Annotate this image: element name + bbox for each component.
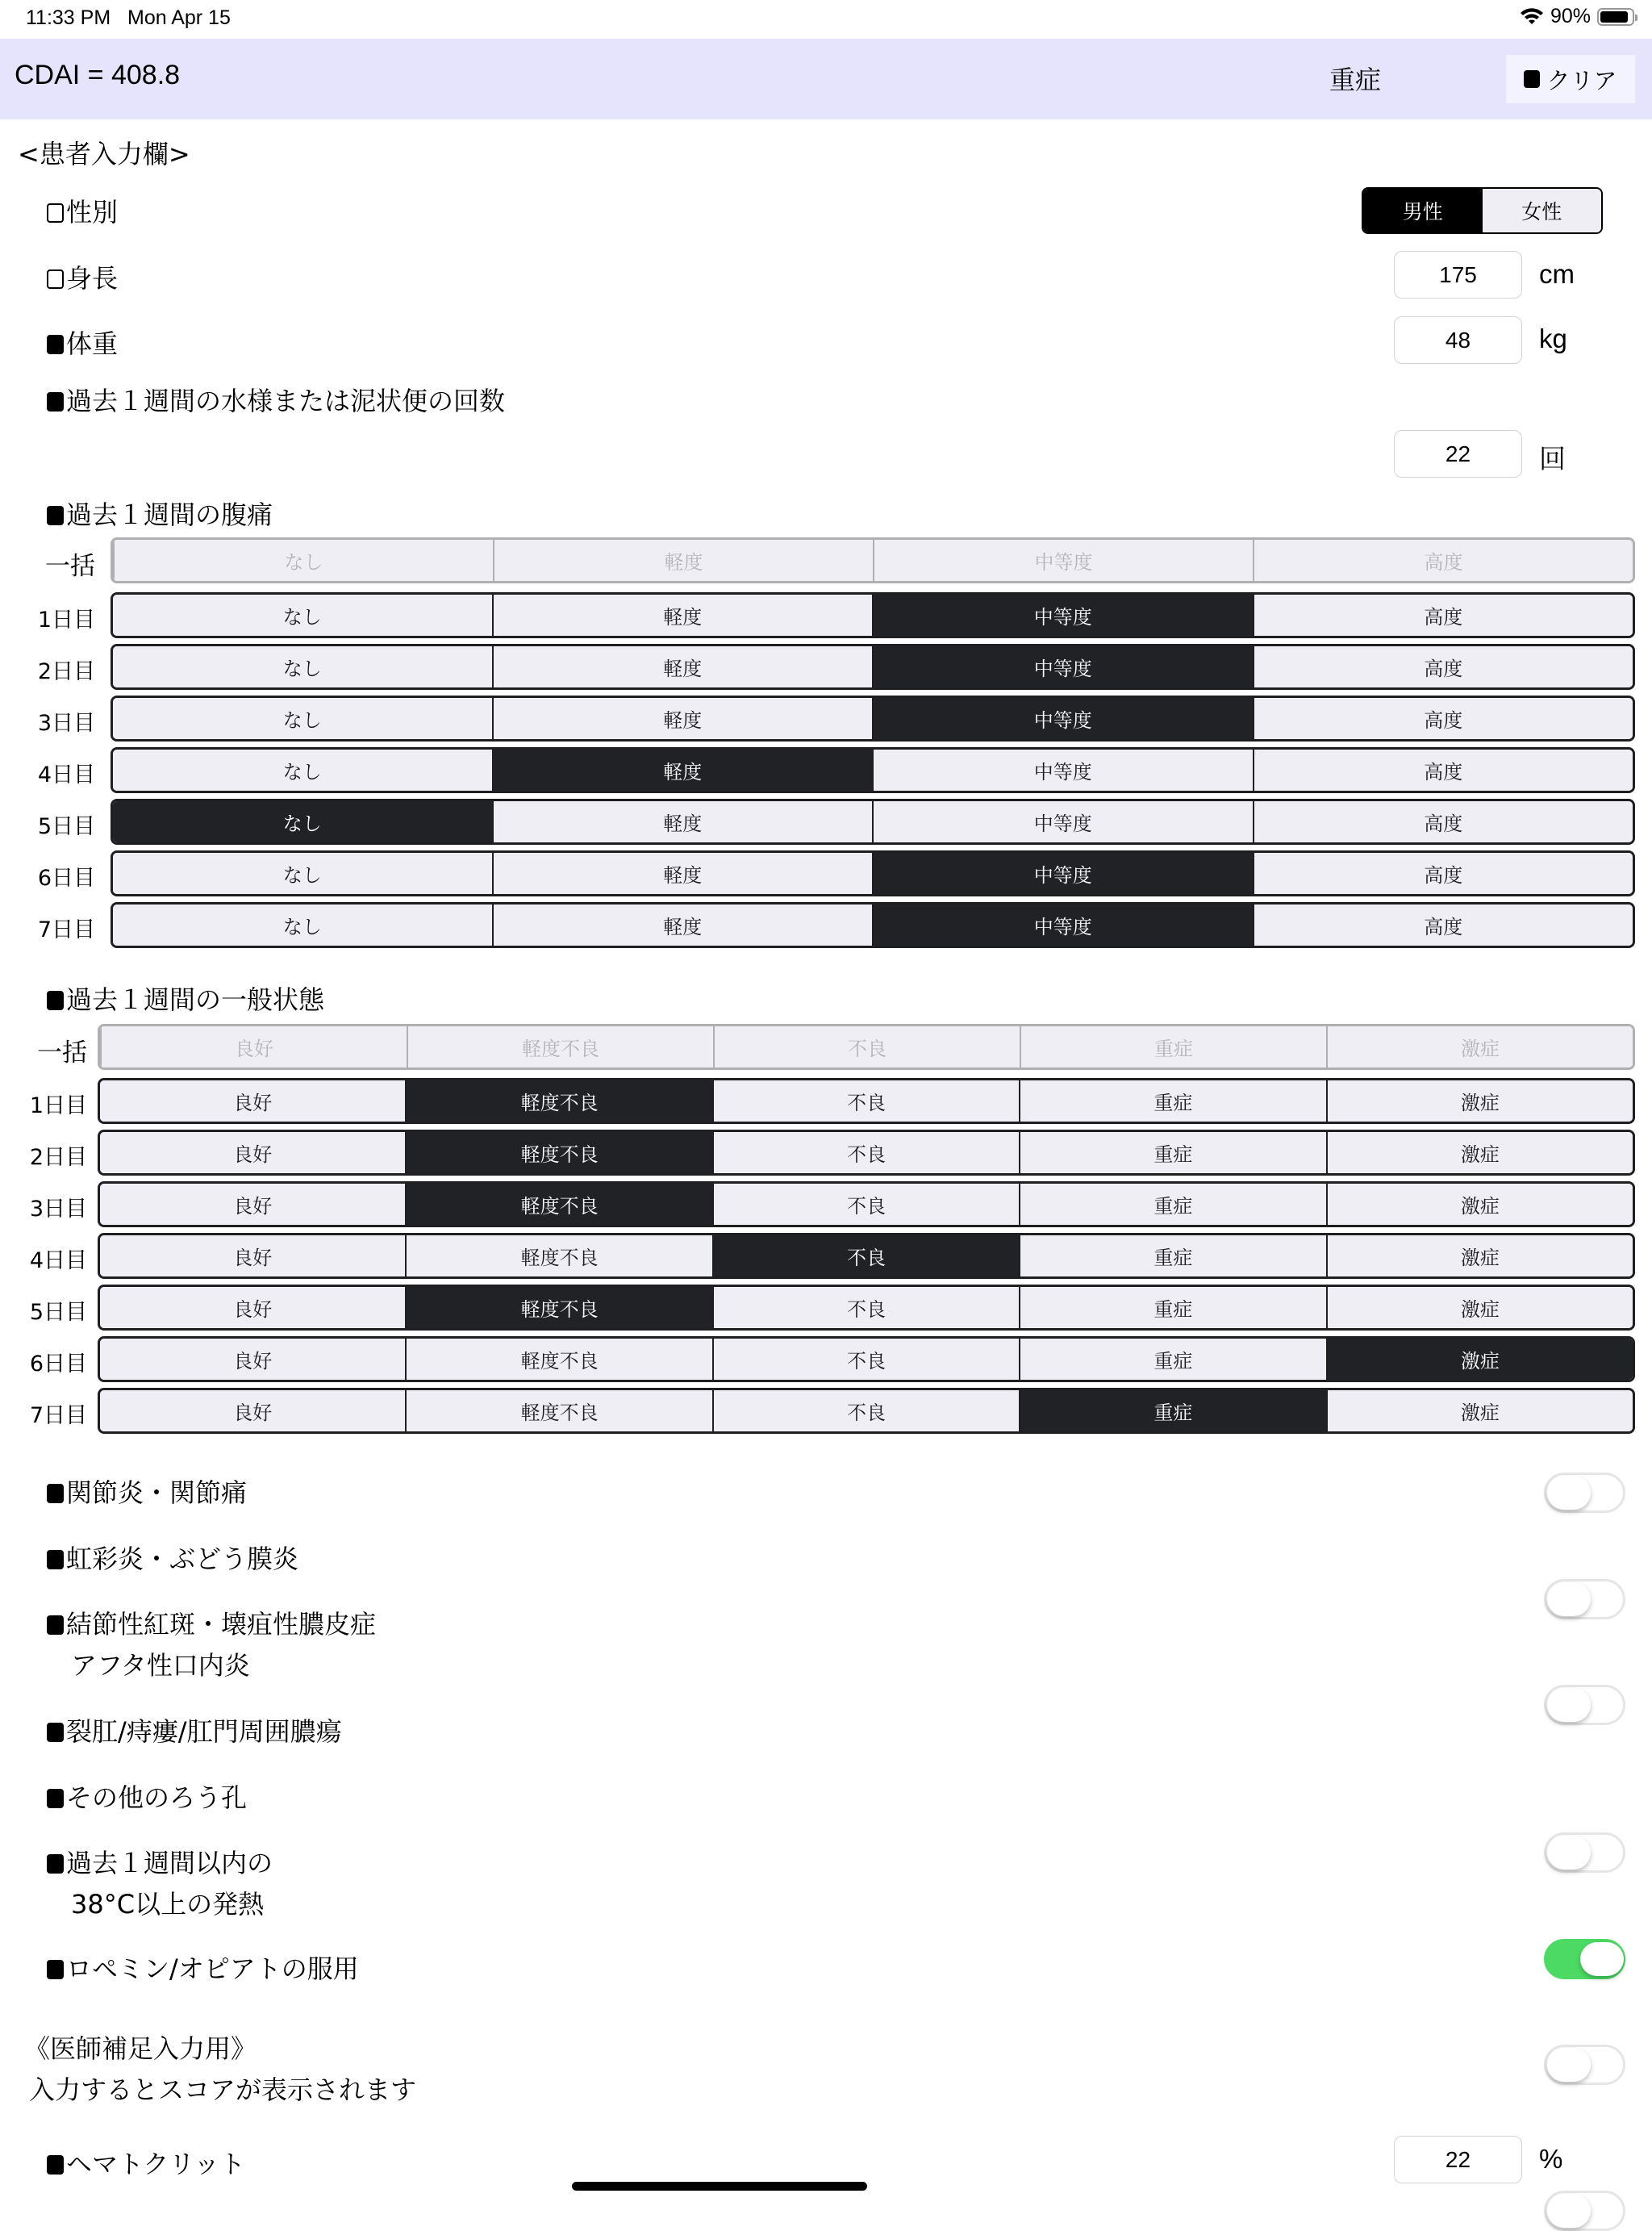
day-segmented-control[interactable] [98, 1285, 1635, 1331]
complication-label: 虹彩炎・ぶどう膜炎 [47, 1539, 298, 1580]
day-label: 6日目 [29, 1352, 87, 1377]
bulk-option[interactable]: 軽度 [493, 540, 873, 581]
day-segmented-control[interactable] [111, 592, 1635, 638]
day-option[interactable]: 軽度 [492, 801, 873, 842]
day-label: 4日目 [37, 762, 95, 788]
day-option[interactable]: 中等度 [872, 698, 1253, 739]
day-option[interactable]: 中等度 [872, 905, 1253, 946]
stool-count-unit: 回 [1539, 444, 1566, 474]
day-option[interactable]: 激症 [1326, 1339, 1633, 1380]
height-input[interactable] [1394, 251, 1522, 299]
toggle-knob [1547, 1688, 1591, 1722]
complication-label: 過去１週間以内の 38°C以上の発熱 [47, 1843, 273, 1925]
day-option[interactable]: 不良 [712, 1080, 1019, 1122]
day-option[interactable]: 軽度不良 [405, 1184, 711, 1225]
bulk-segmented-control[interactable] [111, 537, 1635, 583]
day-segmented-control[interactable] [98, 1181, 1635, 1227]
hematocrit-label: ヘマトクリット [47, 2144, 245, 2181]
gender-option[interactable]: 女性 [1483, 189, 1602, 232]
bulk-option[interactable]: 高度 [1253, 540, 1633, 581]
day-segmented-control[interactable] [98, 1388, 1635, 1434]
day-option[interactable]: 不良 [712, 1339, 1019, 1380]
gender-label: 性別 [47, 192, 118, 229]
day-option[interactable]: 軽度不良 [405, 1235, 711, 1276]
toggle-knob [1547, 1476, 1591, 1510]
home-indicator[interactable] [572, 2182, 867, 2191]
day-label: 2日目 [37, 659, 95, 684]
complication-toggle[interactable] [1544, 1473, 1625, 1513]
day-option[interactable]: 軽度 [492, 853, 873, 894]
day-label: 4日目 [29, 1248, 87, 1273]
day-segmented-control[interactable] [111, 644, 1635, 690]
day-option[interactable]: 軽度不良 [405, 1287, 711, 1328]
day-option[interactable]: 重症 [1019, 1287, 1325, 1328]
day-option[interactable]: 重症 [1019, 1390, 1325, 1431]
day-option[interactable]: 中等度 [872, 595, 1253, 636]
day-option[interactable]: 中等度 [872, 853, 1253, 894]
day-option[interactable]: 中等度 [872, 750, 1253, 791]
hematocrit-input[interactable] [1394, 2136, 1522, 2183]
severity-label: 重症 [1329, 65, 1382, 95]
filled-square-icon [47, 1960, 64, 1979]
toggle-knob [1547, 1836, 1591, 1870]
day-segmented-control[interactable] [111, 902, 1635, 948]
day-option[interactable]: 中等度 [872, 646, 1253, 687]
bulk-label: 一括 [37, 1038, 87, 1067]
day-option[interactable]: なし [113, 801, 492, 842]
day-option[interactable]: 軽度不良 [405, 1390, 711, 1431]
day-segmented-control[interactable] [98, 1130, 1635, 1176]
day-option[interactable]: なし [113, 750, 492, 791]
day-label: 1日目 [37, 608, 95, 633]
day-option[interactable]: 軽度 [492, 595, 873, 636]
day-option[interactable]: なし [113, 646, 492, 687]
gender-option[interactable]: 男性 [1363, 189, 1483, 232]
day-option[interactable]: 軽度不良 [405, 1080, 711, 1122]
doctor-section-note: 入力するとスコアが表示されます [29, 2074, 417, 2105]
day-option[interactable]: なし [113, 853, 492, 894]
complication-label: 関節炎・関節痛 [47, 1473, 247, 1514]
day-option[interactable]: 軽度 [492, 698, 873, 739]
day-option[interactable]: 良好 [100, 1287, 405, 1328]
complication-toggle[interactable] [1544, 2191, 1625, 2231]
unchecked-square-icon [47, 269, 64, 289]
general-wellbeing-title: 過去１週間の一般状態 [47, 980, 324, 1017]
day-segmented-control[interactable] [111, 799, 1635, 845]
day-option[interactable]: 軽度 [492, 646, 873, 687]
filled-square-icon [47, 1484, 64, 1503]
day-option[interactable]: 不良 [712, 1287, 1019, 1328]
day-option[interactable]: 不良 [712, 1390, 1019, 1431]
toggle-knob [1547, 2048, 1591, 2082]
day-option[interactable]: 高度 [1253, 595, 1633, 636]
day-option[interactable]: 高度 [1253, 853, 1633, 894]
bulk-option[interactable]: 良好 [100, 1026, 407, 1067]
filled-square-icon [47, 991, 64, 1010]
day-label: 7日目 [29, 1403, 87, 1428]
day-label: 1日目 [29, 1093, 87, 1118]
day-label: 6日目 [37, 866, 95, 891]
filled-square-icon [47, 506, 64, 525]
day-option[interactable]: 良好 [100, 1339, 405, 1380]
hematocrit-unit: % [1539, 2144, 1563, 2174]
toggle-knob [1547, 1582, 1591, 1616]
wifi-icon [1520, 8, 1544, 26]
filled-square-icon [47, 1854, 64, 1874]
bulk-label: 一括 [45, 552, 95, 581]
filled-square-icon [47, 392, 64, 412]
day-option[interactable]: 高度 [1253, 905, 1633, 946]
day-option[interactable]: 激症 [1326, 1132, 1633, 1173]
complication-label: 裂肛/痔瘻/肛門周囲膿瘍 [47, 1711, 342, 1753]
day-option[interactable]: 高度 [1253, 698, 1633, 739]
complication-label: 結節性紅斑・壊疽性膿皮症 アフタ性口内炎 [47, 1604, 376, 1686]
complication-toggle[interactable] [1544, 2045, 1625, 2085]
filled-square-icon [47, 1789, 64, 1808]
abdominal-pain-title: 過去１週間の腹痛 [47, 495, 273, 532]
day-option[interactable]: なし [113, 698, 492, 739]
bulk-option[interactable]: なし [113, 540, 493, 581]
day-label: 2日目 [29, 1145, 87, 1170]
day-option[interactable]: 不良 [712, 1132, 1019, 1173]
weight-label: 体重 [47, 324, 118, 361]
complication-toggle[interactable] [1544, 1939, 1625, 1979]
day-label: 5日目 [29, 1300, 87, 1325]
bulk-option[interactable]: 不良 [713, 1026, 1020, 1067]
filled-square-icon [47, 2155, 64, 2175]
bulk-segmented-control[interactable] [98, 1024, 1635, 1070]
unchecked-square-icon [47, 203, 64, 223]
day-option[interactable]: 激症 [1326, 1184, 1633, 1225]
complication-label: ロペミン/オピアトの服用 [47, 1949, 359, 1990]
status-indicators [1520, 5, 1634, 28]
day-option[interactable]: 不良 [712, 1184, 1019, 1225]
gender-segmented-control[interactable] [1362, 187, 1603, 234]
day-option[interactable]: 重症 [1019, 1080, 1325, 1122]
day-label: 7日目 [37, 917, 95, 942]
stool-count-label: 過去１週間の水様または泥状便の回数 [47, 381, 505, 418]
complication-toggle[interactable] [1544, 1579, 1625, 1619]
clear-button[interactable] [1506, 55, 1635, 103]
day-label: 5日目 [37, 814, 95, 839]
status-time: 11:33 PM Mon Apr 15 [26, 6, 231, 29]
day-option[interactable]: 軽度不良 [405, 1339, 711, 1380]
day-segmented-control[interactable] [98, 1233, 1635, 1279]
weight-input[interactable] [1394, 316, 1522, 364]
complication-toggle[interactable] [1544, 1832, 1625, 1873]
battery-percent: 90% [1550, 5, 1591, 27]
day-option[interactable]: 重症 [1019, 1235, 1325, 1276]
day-option[interactable]: 軽度 [492, 905, 873, 946]
bulk-option[interactable]: 軽度不良 [407, 1026, 713, 1067]
score-header [0, 39, 1652, 119]
stool-count-input[interactable] [1394, 430, 1522, 478]
day-segmented-control[interactable] [111, 696, 1635, 742]
height-label: 身長 [47, 258, 118, 295]
day-option[interactable]: 軽度不良 [405, 1132, 711, 1173]
day-option[interactable]: 高度 [1253, 750, 1633, 791]
toggle-knob [1580, 1942, 1624, 1976]
day-option[interactable]: 高度 [1253, 801, 1633, 842]
day-option[interactable]: 重症 [1019, 1339, 1325, 1380]
filled-square-icon [47, 1723, 64, 1742]
battery-icon [1597, 8, 1634, 26]
day-option[interactable]: 良好 [100, 1132, 405, 1173]
section-title-patient: <患者入力欄> [18, 139, 190, 169]
day-label: 3日目 [37, 711, 95, 736]
bulk-option[interactable]: 激症 [1326, 1026, 1633, 1067]
day-option[interactable]: なし [113, 905, 492, 946]
clear-button-label: クリア [1546, 68, 1617, 94]
day-segmented-control[interactable] [98, 1078, 1635, 1124]
day-segmented-control[interactable] [98, 1336, 1635, 1382]
weight-unit: kg [1539, 324, 1567, 353]
day-option[interactable]: 高度 [1253, 646, 1633, 687]
day-option[interactable]: 激症 [1326, 1287, 1633, 1328]
filled-square-icon [47, 335, 64, 354]
day-option[interactable]: 良好 [100, 1184, 405, 1225]
day-segmented-control[interactable] [111, 747, 1635, 793]
day-option[interactable]: 良好 [100, 1235, 405, 1276]
toggle-knob [1547, 2194, 1591, 2228]
day-option[interactable]: なし [113, 595, 492, 636]
day-option[interactable]: 激症 [1326, 1390, 1633, 1431]
day-segmented-control[interactable] [111, 850, 1635, 896]
complication-toggle[interactable] [1544, 1685, 1625, 1725]
complication-label: その他のろう孔 [47, 1778, 247, 1819]
day-option[interactable]: 軽度 [492, 750, 873, 791]
filled-square-icon [47, 1550, 64, 1569]
day-option[interactable]: 激症 [1326, 1080, 1633, 1122]
cdai-score: CDAI = 408.8 [15, 60, 181, 90]
day-option[interactable]: 良好 [100, 1080, 405, 1122]
day-option[interactable]: 重症 [1019, 1184, 1325, 1225]
day-option[interactable]: 中等度 [872, 801, 1253, 842]
day-label: 3日目 [29, 1197, 87, 1222]
day-option[interactable]: 重症 [1019, 1132, 1325, 1173]
filled-square-icon [47, 1615, 64, 1635]
square-icon [1524, 70, 1540, 88]
day-option[interactable]: 激症 [1326, 1235, 1633, 1276]
bulk-option[interactable]: 中等度 [873, 540, 1253, 581]
section-title-doctor: 《医師補足入力用》 [24, 2033, 257, 2064]
height-unit: cm [1539, 259, 1575, 289]
day-option[interactable]: 不良 [712, 1235, 1019, 1276]
day-option[interactable]: 良好 [100, 1390, 405, 1431]
bulk-option[interactable]: 重症 [1020, 1026, 1326, 1067]
